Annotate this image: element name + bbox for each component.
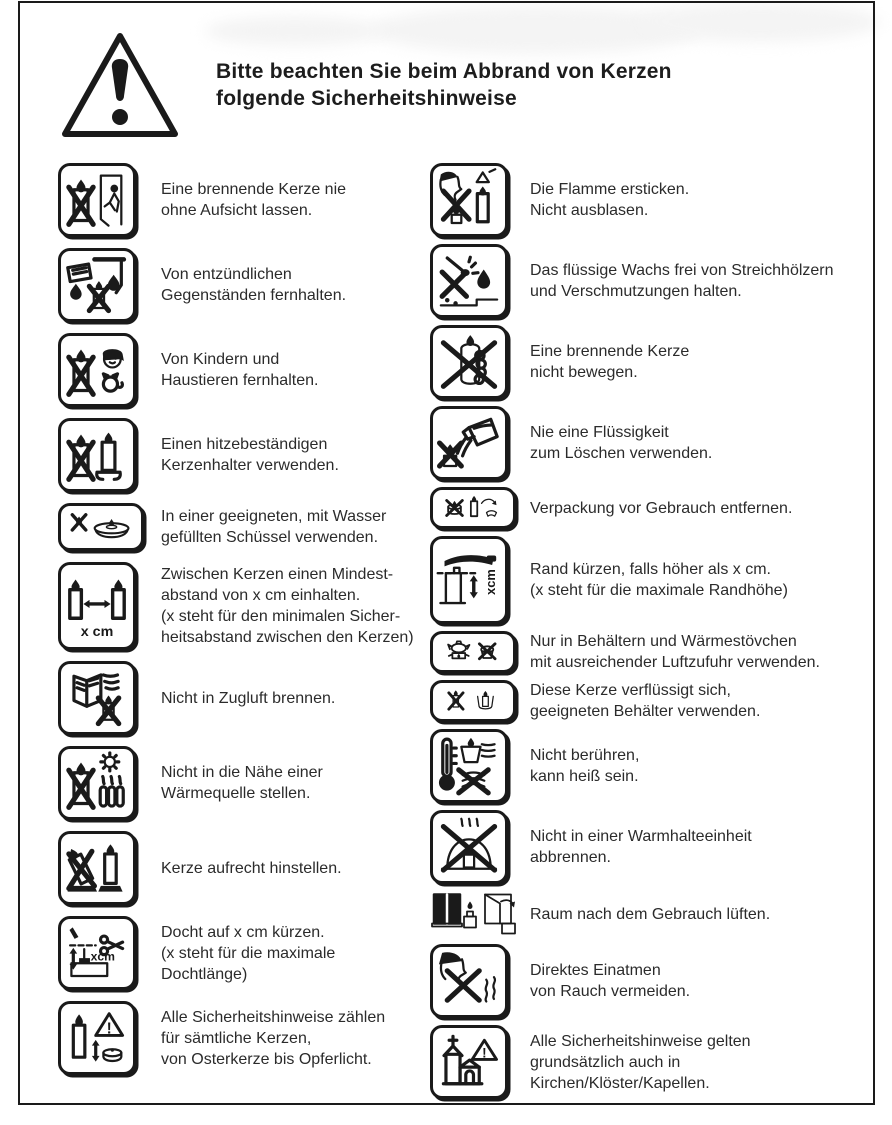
safety-instruction-text: Direktes Einatmen von Rauch vermeiden.	[530, 962, 691, 1000]
remove-packaging-icon	[430, 487, 516, 529]
safety-item	[430, 487, 865, 529]
safety-instruction-text: Kerze aufrecht hinstellen.	[161, 859, 342, 877]
safety-instruction-text: Nicht in die Nähe einer Wärmequelle stellen.	[161, 764, 323, 802]
safety-item	[430, 680, 865, 722]
page-title	[216, 58, 672, 112]
safety-item	[430, 244, 865, 318]
safety-item	[430, 536, 865, 624]
safety-item	[58, 562, 430, 650]
safety-item	[430, 810, 865, 884]
pictogram-cell	[58, 916, 161, 990]
clean-wax-icon	[430, 244, 508, 318]
draft-icon	[58, 661, 136, 735]
safety-instruction-text: Rand kürzen, falls höher als x cm. (x steht für die maximale Randhöhe)	[530, 561, 788, 599]
safety-instruction-text: Nie eine Flüssigkeit zum Löschen verwenden.	[530, 424, 713, 462]
pictogram-cell	[58, 163, 161, 237]
safety-item	[58, 418, 430, 492]
safety-item	[430, 631, 865, 673]
safety-instruction-text: Einen hitzebeständigen Kerzenhalter verwenden.	[161, 436, 339, 474]
safety-instruction-text: Zwischen Kerzen einen Mindest- abstand von x cm einhalten. (x steht für den minimalen Sicher- heitsabstand zwischen den Kerzen)	[161, 566, 414, 646]
smother-flame-icon	[430, 163, 508, 237]
upright-icon	[58, 831, 136, 905]
safety-instruction-text: In einer geeigneten, mit Wasser gefüllten Schüssel verwenden.	[161, 508, 387, 546]
pictogram-cell	[58, 333, 161, 407]
all-candle-types-icon	[58, 1001, 136, 1075]
safety-item	[430, 406, 865, 480]
svg-text:!: !	[106, 1020, 112, 1038]
safety-instruction-text: Docht auf x cm kürzen. (x steht für die maximale Dochtlänge)	[161, 923, 336, 983]
safety-item	[58, 916, 430, 990]
safety-instruction-text: Eine brennende Kerze nicht bewegen.	[530, 343, 690, 381]
pictogram-cell	[430, 631, 530, 673]
pictogram-cell	[430, 891, 530, 937]
safety-item	[430, 944, 865, 1018]
water-bowl-icon	[58, 503, 144, 551]
do-not-move-icon	[430, 325, 508, 399]
safety-instruction-text: Von Kindern und Haustieren fernhalten.	[161, 351, 319, 389]
safety-instruction-text: Eine brennende Kerze nie ohne Aufsicht lassen.	[161, 181, 347, 219]
safety-instruction-text: Die Flamme ersticken. Nicht ausblasen.	[530, 181, 690, 219]
pictogram-cell	[430, 680, 530, 722]
pictogram-cell	[430, 1025, 530, 1099]
safety-instruction-text: Nur in Behältern und Wärmestövchen mit ausreichender Luftzufuhr verwenden.	[530, 633, 820, 671]
safety-instruction-text: Verpackung vor Gebrauch entfernen.	[530, 499, 793, 517]
safety-instruction-text: Von entzündlichen Gegenständen fernhalten.	[161, 266, 347, 304]
warning-triangle-icon	[56, 29, 184, 141]
pictogram-cell	[430, 536, 530, 624]
pictogram-cell	[430, 163, 530, 237]
liquefying-candle-icon	[430, 680, 516, 722]
right-column	[430, 163, 873, 1106]
ventilate-room-icon	[430, 891, 530, 937]
pictogram-cell	[58, 661, 161, 735]
pictogram-cell	[430, 729, 530, 803]
pictogram-cell	[58, 418, 161, 492]
pictogram-cell	[430, 406, 530, 480]
safety-item	[58, 333, 430, 407]
pictogram-cell	[430, 810, 530, 884]
pictogram-cell	[58, 562, 161, 650]
pictogram-cell	[430, 487, 530, 529]
safety-item	[58, 831, 430, 905]
pictogram-cell	[430, 325, 530, 399]
safety-instruction-text: Alle Sicherheitshinweise gelten grundsätzlich auch in Kirchen/Klöster/Kapellen.	[530, 1032, 751, 1092]
pictogram-cell	[430, 244, 530, 318]
hot-surface-icon	[430, 729, 508, 803]
no-food-warmer-icon	[430, 810, 508, 884]
rim-trim-icon	[430, 536, 508, 624]
pictogram-cell	[58, 831, 161, 905]
safety-item	[58, 1001, 430, 1075]
safety-instruction-text: Nicht berühren, kann heiß sein.	[530, 747, 640, 785]
candle-distance-icon	[58, 562, 136, 650]
safety-item	[430, 891, 865, 937]
safety-item	[430, 163, 865, 237]
no-smoke-inhale-icon	[430, 944, 508, 1018]
safety-sheet	[18, 1, 875, 1105]
wick-trim-icon	[58, 916, 136, 990]
children-pets-icon	[58, 333, 136, 407]
flammable-objects-icon	[58, 248, 136, 322]
candle-unattended-icon	[58, 163, 136, 237]
safety-item	[58, 661, 430, 735]
safety-item	[430, 729, 865, 803]
safety-item	[58, 163, 430, 237]
heat-source-icon	[58, 746, 136, 820]
safety-item	[58, 503, 430, 551]
safety-instruction-text: Nicht in einer Warmhalteeinheit abbrennen.	[530, 828, 752, 866]
svg-text:x cm: x cm	[80, 623, 114, 640]
safety-instruction-text: Das flüssige Wachs frei von Streichhölzern und Verschmutzungen halten.	[530, 262, 834, 300]
safety-instruction-text: Alle Sicherheitshinweise zählen für sämtliche Kerzen, von Osterkerze bis Opferlicht.	[161, 1008, 386, 1068]
pictogram-cell	[58, 746, 161, 820]
svg-text:xcm: xcm	[90, 949, 115, 964]
safety-item	[430, 1025, 865, 1099]
safety-instruction-text: Raum nach dem Gebrauch lüften.	[530, 905, 771, 923]
safety-instruction-text: Diese Kerze verflüssigt sich, geeigneten Behälter verwenden.	[530, 682, 761, 720]
safety-item	[58, 248, 430, 322]
left-column	[58, 163, 430, 1106]
church-icon	[430, 1025, 508, 1099]
pictogram-cell	[58, 1001, 161, 1075]
pictogram-cell	[430, 944, 530, 1018]
svg-text:!: !	[482, 1045, 487, 1061]
svg-text:xcm: xcm	[482, 569, 498, 595]
sheet-header	[56, 29, 873, 141]
pictogram-cell	[58, 503, 161, 551]
instruction-columns	[20, 163, 873, 1106]
pictogram-cell	[58, 248, 161, 322]
title-line-1: Bitte beachten Sie beim Abbrand von Kerzen	[216, 60, 672, 83]
air-supply-icon	[430, 631, 516, 673]
heatproof-holder-icon	[58, 418, 136, 492]
no-liquid-extinguish-icon	[430, 406, 508, 480]
title-line-2: folgende Sicherheitshinweise	[216, 87, 517, 110]
safety-item	[58, 746, 430, 820]
safety-item	[430, 325, 865, 399]
safety-instruction-text: Nicht in Zugluft brennen.	[161, 689, 336, 707]
